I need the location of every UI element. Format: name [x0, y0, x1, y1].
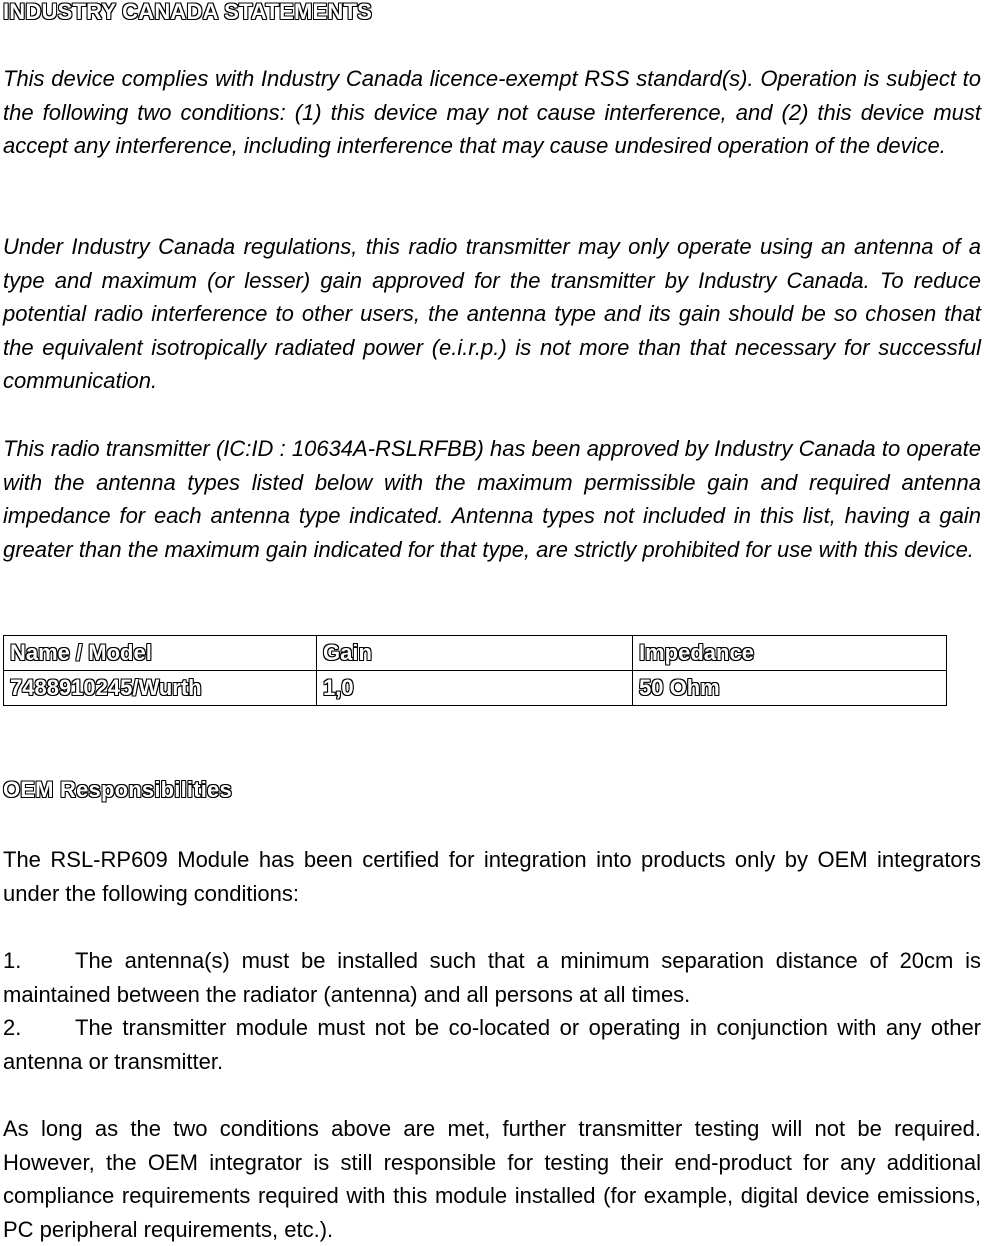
closing-paragraph: As long as the two conditions above are met, further transmitter testing will not be required. However, the OEM integrator is still responsible for testing their end-product for any additional compliance requirements required with this module installed (for example, digital device emissions, PC peripheral requirements, etc.). — [3, 1116, 981, 1242]
approval-paragraph: This radio transmitter (IC:ID : 10634A-RSLRFBB) has been approved by Industry Canada to operate with the antenna types listed below with the maximum permissible gain and required antenna impedance for each antenna type indicated. Antenna types not included in this list, having a gain greater than the maximum gain indicated for that type, are strictly prohibited for use with this device. — [3, 436, 981, 562]
industry-canada-heading: INDUSTRY CANADA STATEMENTS — [3, 0, 373, 24]
list-item — [3, 944, 981, 1011]
regulations-paragraph: Under Industry Canada regulations, this radio transmitter may only operate using an antenna of a type and maximum (or lesser) gain approved for the transmitter by Industry Canada. To reduce potential radio interference to other users, the antenna type and its gain should be so chosen that the equivalent isotropically radiated power (e.i.r.p.) is not more than that necessary for successful communication. — [3, 234, 981, 394]
conditions-list — [3, 944, 981, 1078]
cell-gain: 1,0 — [317, 671, 633, 706]
oem-responsibilities-heading: OEM Responsibilities — [3, 777, 232, 802]
table-header-row — [4, 636, 947, 671]
header-gain: Gain — [317, 636, 633, 671]
list-item — [3, 1011, 981, 1078]
list-item-number: 2. — [3, 1015, 22, 1041]
compliance-paragraph: This device complies with Industry Canada licence-exempt RSS standard(s). Operation is subject to the following two conditions: (1) this device may not cause interference, and (2) this device must accept any interference, including interference that may cause undesired operation of the device. — [3, 66, 981, 159]
cell-impedance: 50 Ohm — [633, 671, 947, 706]
list-item-number: 1. — [3, 948, 22, 973]
antenna-table — [3, 635, 947, 706]
cell-name-model: 7488910245/Wurth — [4, 671, 317, 706]
header-name-model: Name / Model — [4, 636, 317, 671]
list-item-text: The transmitter module must not be co-located or operating in conjunction with any other antenna or transmitter. — [3, 1015, 981, 1074]
oem-intro-paragraph: The RSL-RP609 Module has been certified for integration into products only by OEM integrators under the following conditions: — [3, 847, 981, 906]
table-row — [4, 671, 947, 706]
list-item-text: The antenna(s) must be installed such that a minimum separation distance of 20cm is maintained between the radiator (antenna) and all persons at all times. — [3, 948, 981, 1007]
header-impedance: Impedance — [633, 636, 947, 671]
